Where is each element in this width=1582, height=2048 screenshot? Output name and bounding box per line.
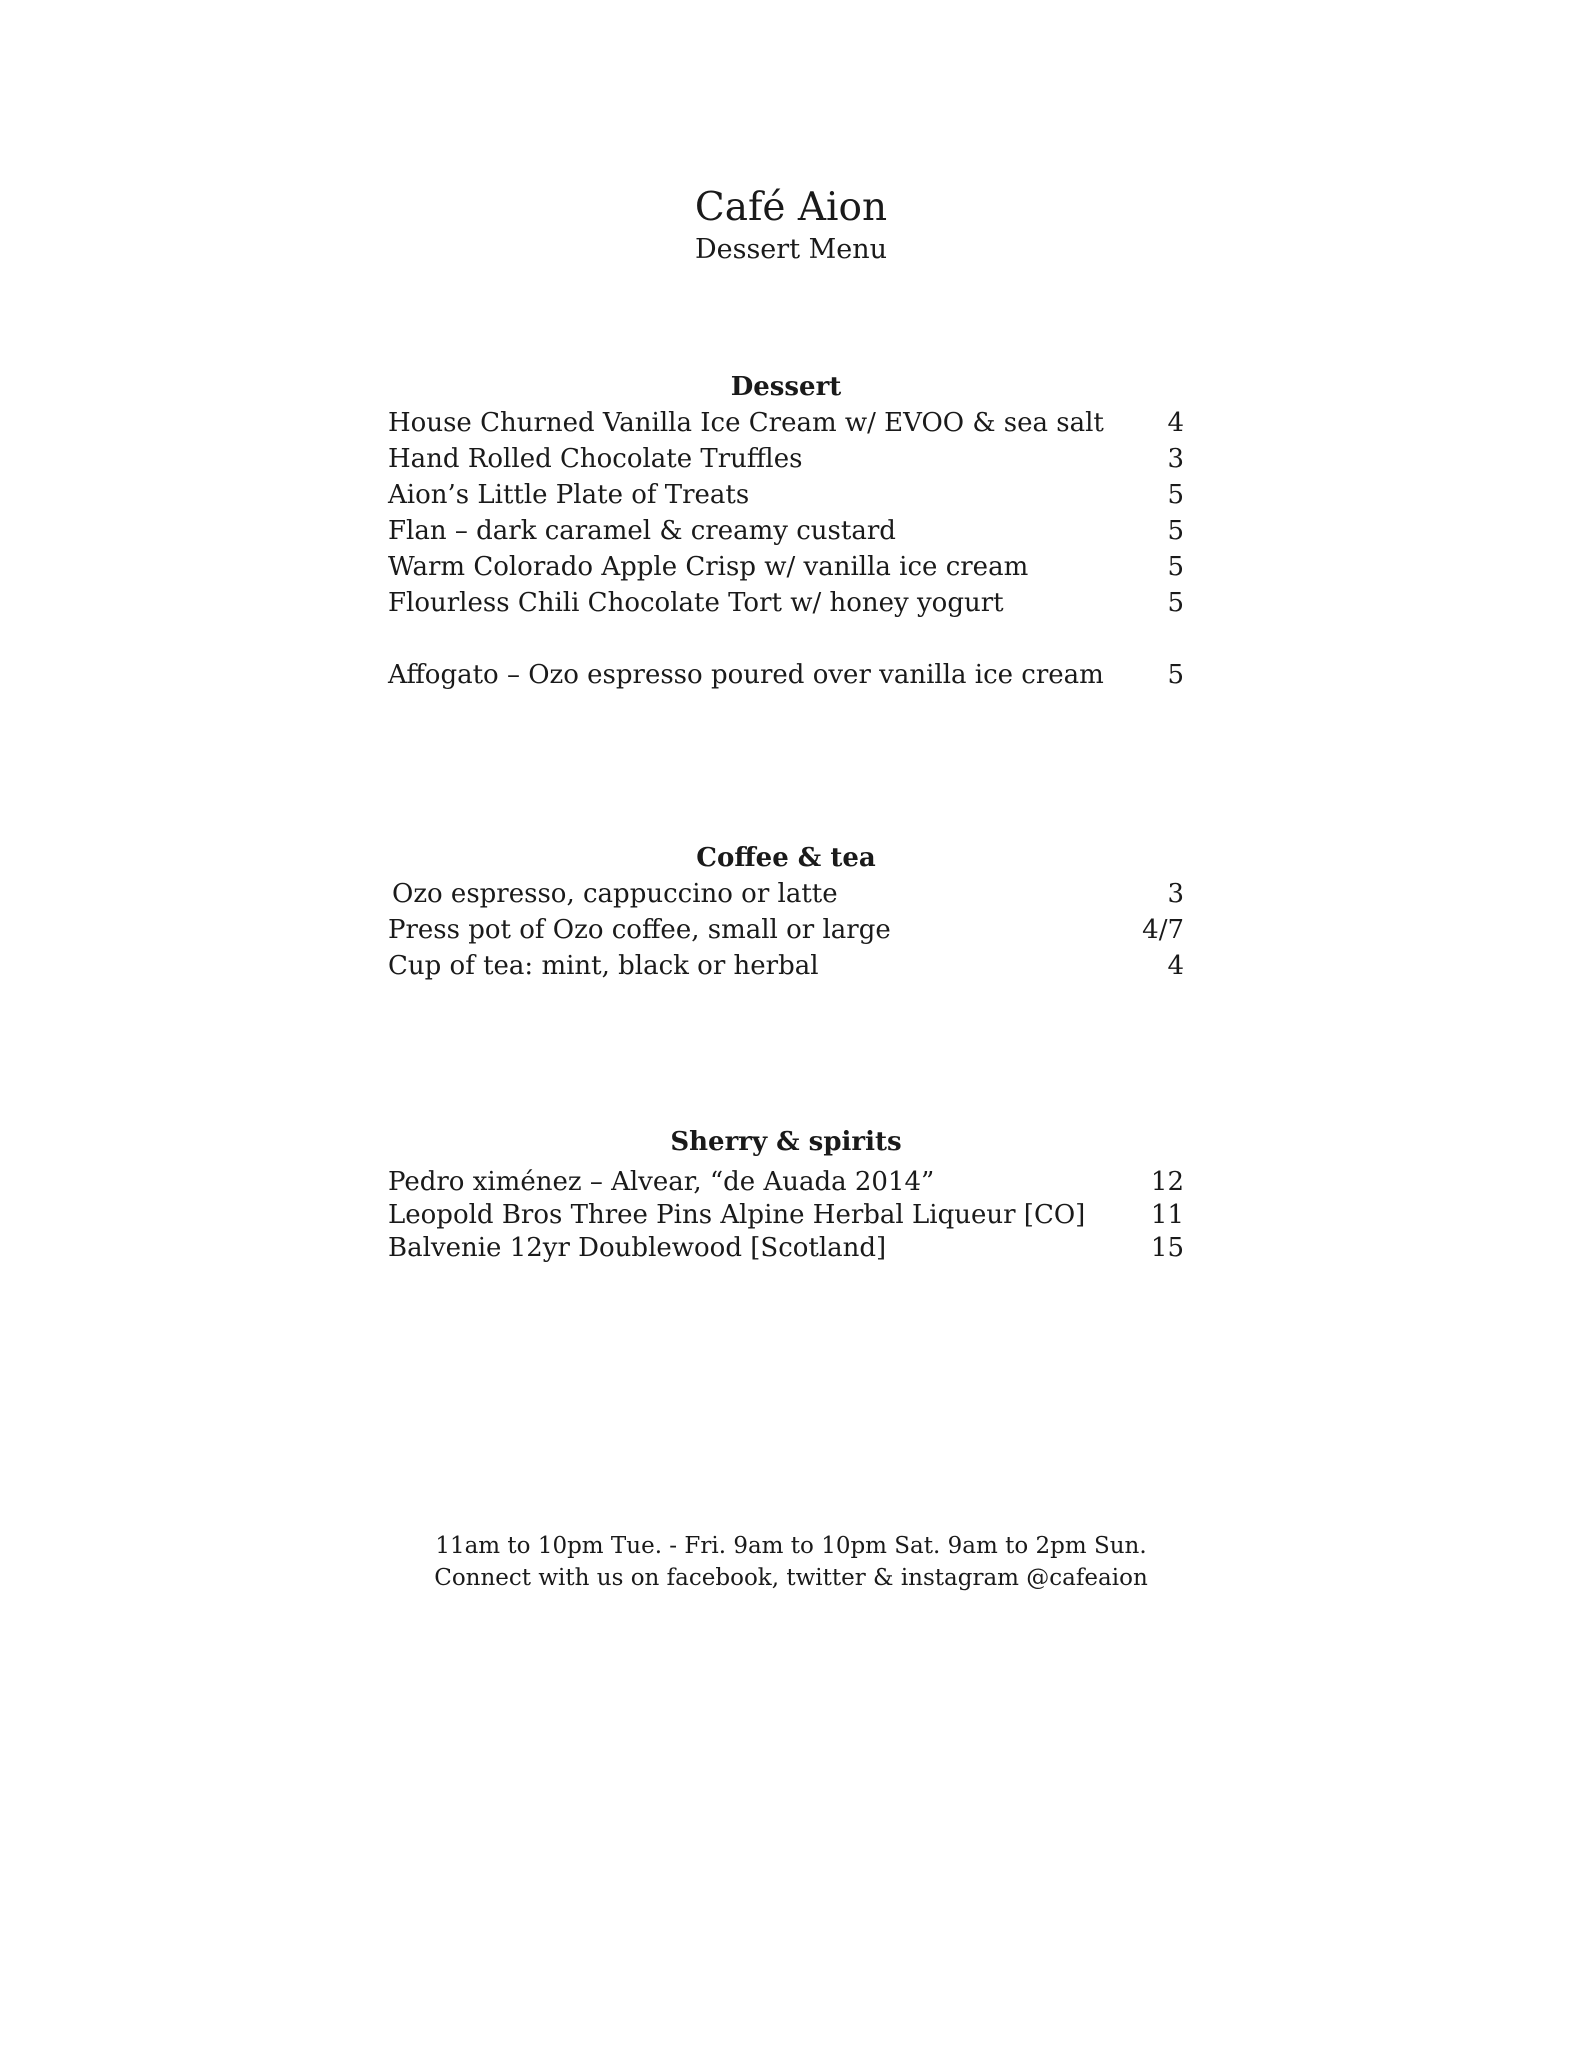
menu-item [388,441,1184,477]
menu-item [388,477,1184,513]
sherry-section [388,1124,1184,1265]
menu-item [388,405,1184,441]
footer [0,1530,1582,1594]
menu-item [388,1232,1184,1265]
item-price: 5 [1167,552,1184,582]
menu-item [388,912,1184,948]
item-name: Flan – dark caramel & creamy custard [388,516,896,546]
item-price: 12 [1150,1167,1184,1197]
item-price: 4 [1167,408,1184,438]
item-price: 4/7 [1142,915,1184,945]
spacer [388,621,1184,657]
menu-item [388,876,1184,912]
sherry-heading: Sherry & spirits [670,1127,902,1157]
opening-hours: 11am to 10pm Tue. - Fri. 9am to 10pm Sat. 9am to 2pm Sun. [435,1533,1147,1559]
item-price: 3 [1167,879,1184,909]
item-name: Warm Colorado Apple Crisp w/ vanilla ice cream [388,552,1029,582]
item-price: 3 [1167,444,1184,474]
item-price: 5 [1167,480,1184,510]
item-price: 15 [1150,1233,1184,1263]
item-price: 5 [1167,660,1184,690]
item-price: 4 [1167,951,1184,981]
item-name: House Churned Vanilla Ice Cream w/ EVOO & sea salt [388,408,1104,438]
item-name: Ozo espresso, cappuccino or latte [392,879,838,909]
page-title: Café Aion [694,185,888,230]
item-name: Flourless Chili Chocolate Tort w/ honey yogurt [388,588,1004,618]
social-links: Connect with us on facebook, twitter & instagram @cafeaion [434,1565,1148,1591]
coffee-heading: Coffee & tea [696,843,876,873]
item-price: 11 [1150,1200,1184,1230]
item-price: 5 [1167,588,1184,618]
item-name: Pedro ximénez – Alvear, “de Auada 2014” [388,1167,935,1197]
item-name: Balvenie 12yr Doublewood [Scotland] [388,1233,887,1263]
menu-item [388,1199,1184,1232]
menu-item [388,513,1184,549]
item-name: Cup of tea: mint, black or herbal [388,951,819,981]
item-name: Affogato – Ozo espresso poured over vanilla ice cream [388,660,1104,690]
menu-item-affogato [388,657,1184,693]
dessert-section [388,369,1184,693]
item-name: Aion’s Little Plate of Treats [388,480,750,510]
page-subtitle: Dessert Menu [694,234,888,265]
menu-item [388,948,1184,984]
coffee-section [388,840,1184,984]
item-name: Press pot of Ozo coffee, small or large [388,915,891,945]
item-name: Hand Rolled Chocolate Truffles [388,444,803,474]
item-name: Leopold Bros Three Pins Alpine Herbal Liqueur [CO] [388,1200,1086,1230]
item-price: 5 [1167,516,1184,546]
menu-item [388,585,1184,621]
menu-item [388,1166,1184,1199]
dessert-heading: Dessert [730,372,842,402]
menu-item [388,549,1184,585]
